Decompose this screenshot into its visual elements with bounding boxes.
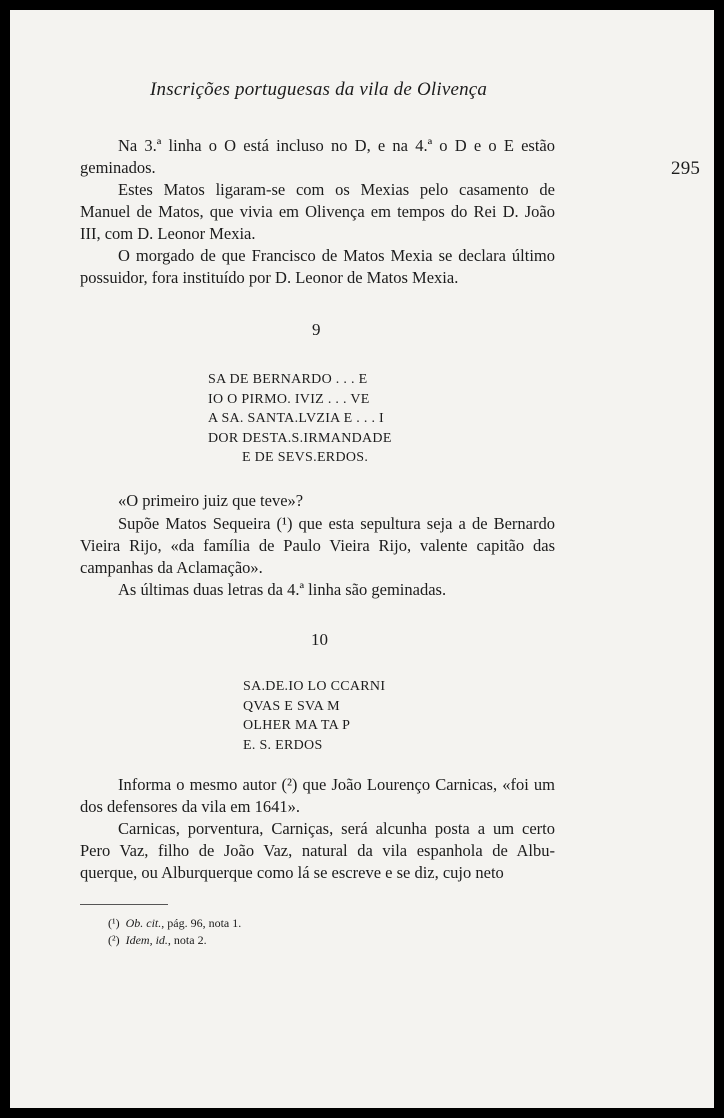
footnote-mark: (²) (108, 933, 120, 947)
paragraph: «O primeiro juiz que teve»? (118, 491, 304, 510)
paragraph: O morgado de que Francisco de Matos Mexia se declara último possuidor, fora instituído por D. Leonor de Matos Mexia. (80, 246, 555, 287)
footnote-rule (80, 904, 168, 905)
paragraph: Informa o mesmo autor (²) que João Lourenço Carnicas, «foi um dos defensores da vila em 1641». (80, 775, 555, 816)
inscription-line: DOR DESTA.S.IRMANDADE (208, 430, 392, 446)
footnote-mark: (¹) (108, 916, 120, 930)
inscription-line: QVAS E SVA M (243, 698, 340, 714)
section-number: 10 (311, 630, 328, 649)
header-title: Inscrições portuguesas da vila de Olivença (150, 79, 488, 100)
footnote-text: , nota 2. (167, 933, 207, 947)
inscription-line: SA DE BERNARDO . . . E (208, 372, 368, 387)
page-number: 295 (671, 158, 701, 179)
footnote-text: , pág. 96, nota 1. (161, 916, 242, 930)
paragraph: Supõe Matos Sequeira (¹) que esta sepultura seja a de Bernardo Vieira Rijo, «da família de Paulo Vieira Rijo, valente capitão das campanhas da Aclamação». (80, 514, 555, 577)
inscription-line: IO O PIRMO. IVIZ . . . VE (208, 391, 370, 407)
footnote-ref: Ob. cit. (125, 916, 162, 930)
footnote (108, 932, 241, 949)
inscription-line: A SA. SANTA.LVZIA E . . . I (208, 411, 385, 426)
paragraph: Estes Matos ligaram-se com os Mexias pelo casamento de Manuel de Matos, que vivia em Olivença em tempos do Rei D. João III, com D. Leonor Mexia. (80, 180, 555, 243)
paragraph: As últimas duas letras da 4.ª linha são geminadas. (118, 580, 447, 599)
inscription-line: E DE SEVS.ERDOS. (242, 450, 369, 465)
section-number: 9 (312, 320, 321, 339)
paragraph: Na 3.ª linha o O está incluso no D, e na 4.ª o D e o E estão geminados. (80, 136, 555, 177)
inscription-block (208, 370, 392, 468)
footnote (108, 915, 241, 932)
paragraph: Carnicas, porventura, Carniças, será alcunha posta a um certo Pero Vaz, filho de João Vaz, natural da vila espanhola de Albu- querque, ou Alburquerque como lá se escreve e se diz, cujo neto (80, 819, 555, 882)
inscription-line: OLHER MA TA P (243, 718, 351, 733)
inscription-line: E. S. ERDOS (243, 737, 323, 753)
inscription-line: SA.DE.IO LO CCARNI (243, 679, 386, 694)
inscription-block (243, 677, 385, 755)
footnotes (108, 915, 241, 949)
footnote-ref: Idem, id. (125, 933, 168, 947)
